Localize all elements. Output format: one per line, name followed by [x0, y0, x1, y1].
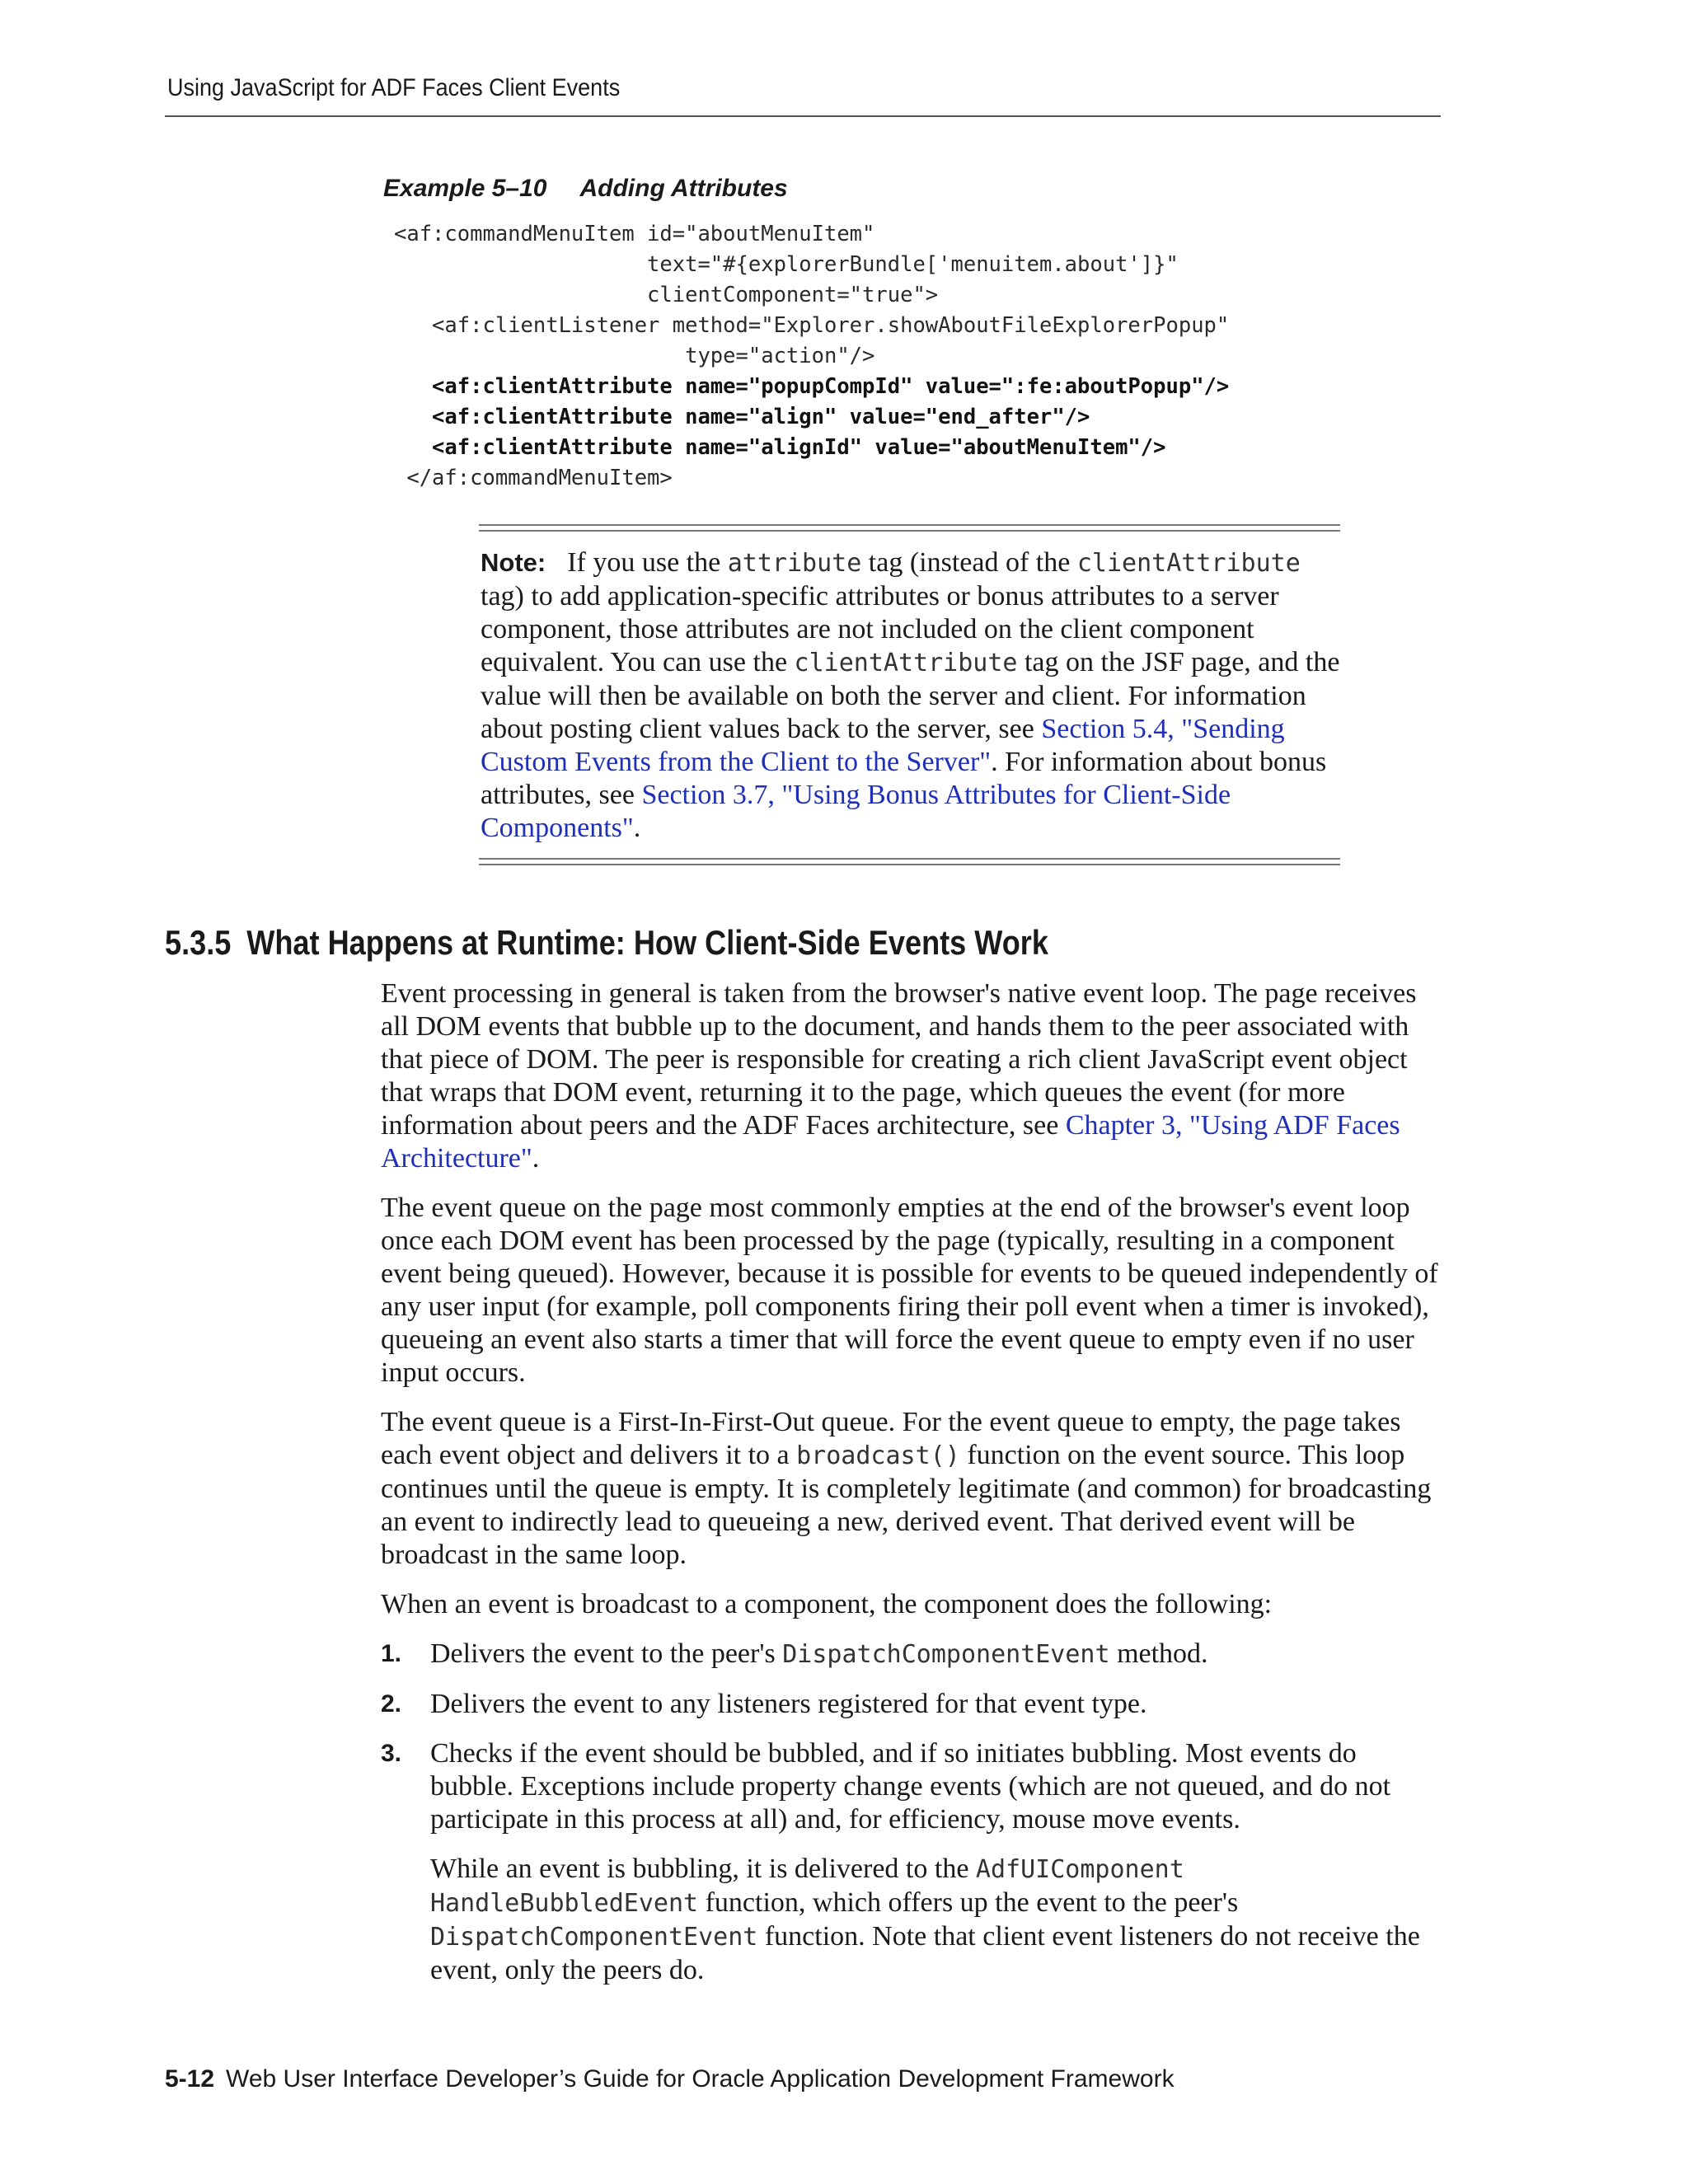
- code-line: </af:commandMenuItem>: [394, 466, 673, 490]
- list-item-text: function. Note that client event listeners do not receive the event, only the peers do.: [430, 1921, 1420, 1985]
- code-line-highlighted: <af:clientAttribute name="align" value="end_after"/>: [394, 405, 1090, 429]
- list-item-text: Delivers the event to the peer's: [430, 1638, 783, 1669]
- running-header: Using JavaScript for ADF Faces Client Events: [167, 74, 621, 101]
- code-line: text="#{explorerBundle['menuitem.about']}": [394, 252, 1179, 277]
- page-number: 5-12: [165, 2065, 215, 2093]
- paragraph: The event queue on the page most commonly empties at the end of the browser's event loop once each DOM event has been processed by the page (typically, resulting in a component event being queued). However, because it is possible for events to be queued independently of any user input (for example, poll components firing their poll event when a timer is invoked), queueing an event also starts a timer that will force the event queue to empty even if no user input occurs.: [381, 1193, 1438, 1388]
- paragraph-text: function on the event source. This loop continues until the queue is empty. It is completely legitimate (and common) for broadcasting an event to indirectly lead to queueing a new, derived event. That derived event will be broadcast in the same loop.: [381, 1440, 1432, 1570]
- paragraph-text: .: [532, 1143, 540, 1174]
- link-section-5-4[interactable]: Section 5.4, "Sending Custom Events from the Client to the Server": [481, 714, 1285, 777]
- list-item-text: method.: [1109, 1638, 1208, 1669]
- page-footer: [165, 2065, 1175, 2093]
- numbered-list: [381, 1638, 1440, 1987]
- section-number: 5.3.5: [165, 923, 232, 962]
- note-box: [479, 524, 1340, 865]
- list-item: [381, 1688, 1440, 1721]
- code-line-highlighted: <af:clientAttribute name="popupCompId" value=":fe:aboutPopup"/>: [394, 374, 1230, 399]
- inline-code: DispatchComponentEvent: [782, 1640, 1110, 1669]
- paragraph: [381, 1406, 1440, 1572]
- section-title: What Happens at Runtime: How Client-Side Events Work: [246, 923, 1048, 962]
- example-title: Adding Attributes: [579, 175, 788, 202]
- paragraph-text: The event queue is a First-In-First-Out queue. For the event queue to empty, the page takes each event object and delivers it to a: [381, 1407, 1401, 1470]
- list-item: [381, 1638, 1440, 1671]
- list-item-text: Checks if the event should be bubbled, and if so initiates bubbling. Most events do bubble. Exceptions include property change events (which are not queued, and do not participate in this process at all) and, for efficiency, mouse move events.: [430, 1738, 1391, 1835]
- example-caption: [383, 175, 788, 203]
- list-number: 3.: [381, 1740, 402, 1767]
- section-heading: [165, 923, 1048, 963]
- list-item-text: function, which offers up the event to the peer's: [698, 1887, 1239, 1918]
- note-text-run: tag on the JSF page, and the value will then be available on both the server and client. For information about posting client values back to the server, see: [481, 647, 1340, 744]
- note-code: clientAttribute: [1076, 549, 1301, 578]
- note-bottom-rule: [479, 858, 1340, 865]
- list-number: 2.: [381, 1690, 402, 1718]
- note-text: [481, 546, 1340, 845]
- note-text-run: If you use the: [567, 547, 728, 578]
- inline-code: AdfUIComponent HandleBubbledEvent: [430, 1855, 1184, 1918]
- note-top-rule: [479, 524, 1340, 532]
- note-text-run: tag (instead of the: [861, 547, 1077, 578]
- book-title: Web User Interface Developer’s Guide for Oracle Application Development Framework: [226, 2065, 1175, 2093]
- example-number: Example 5–10: [383, 175, 547, 202]
- code-line: <af:commandMenuItem id="aboutMenuItem": [394, 222, 875, 246]
- list-item-text: Delivers the event to any listeners registered for that event type.: [430, 1689, 1147, 1719]
- section-body: [381, 977, 1440, 2004]
- header-rule: [165, 115, 1441, 117]
- note-code: attribute: [727, 549, 862, 578]
- link-section-3-7[interactable]: Section 3.7, "Using Bonus Attributes for Client-Side Components": [481, 780, 1231, 843]
- paragraph: [381, 977, 1440, 1175]
- inline-code: broadcast(): [796, 1441, 960, 1470]
- list-item: [381, 1737, 1440, 1987]
- note-label: Note:: [481, 548, 546, 577]
- paragraph: When an event is broadcast to a component, the component does the following:: [381, 1589, 1273, 1619]
- note-code: clientAttribute: [794, 649, 1018, 677]
- link-chapter-3[interactable]: Chapter 3, "Using ADF Faces Architecture": [381, 1110, 1400, 1174]
- code-line: clientComponent="true">: [394, 283, 939, 307]
- paragraph-text: Event processing in general is taken from the browser's native event loop. The page receives all DOM events that bubble up to the document, and hands them to the peer associated with that piece of DOM. The peer is responsible for creating a rich client JavaScript event object that wraps that DOM event, returning it to the page, which queues the event (for more information about peers and the ADF Faces architecture, see: [381, 978, 1417, 1141]
- code-line-highlighted: <af:clientAttribute name="alignId" value="aboutMenuItem"/>: [394, 435, 1166, 460]
- note-text-run: .: [633, 813, 641, 843]
- list-number: 1.: [381, 1640, 402, 1667]
- code-block: [394, 219, 1229, 494]
- list-item-text: While an event is bubbling, it is delivered to the: [430, 1854, 976, 1884]
- code-line: type="action"/>: [394, 344, 875, 368]
- note-text-run: tag) to add application-specific attributes or bonus attributes to a server component, those attributes are not included on the client component equivalent. You can use the: [481, 581, 1279, 677]
- note-text-run: . For information about bonus attributes, see: [481, 747, 1327, 810]
- list-item-subparagraph: [430, 1853, 1440, 1987]
- code-line: <af:clientListener method="Explorer.showAboutFileExplorerPopup": [394, 313, 1230, 338]
- inline-code: DispatchComponentEvent: [430, 1923, 758, 1952]
